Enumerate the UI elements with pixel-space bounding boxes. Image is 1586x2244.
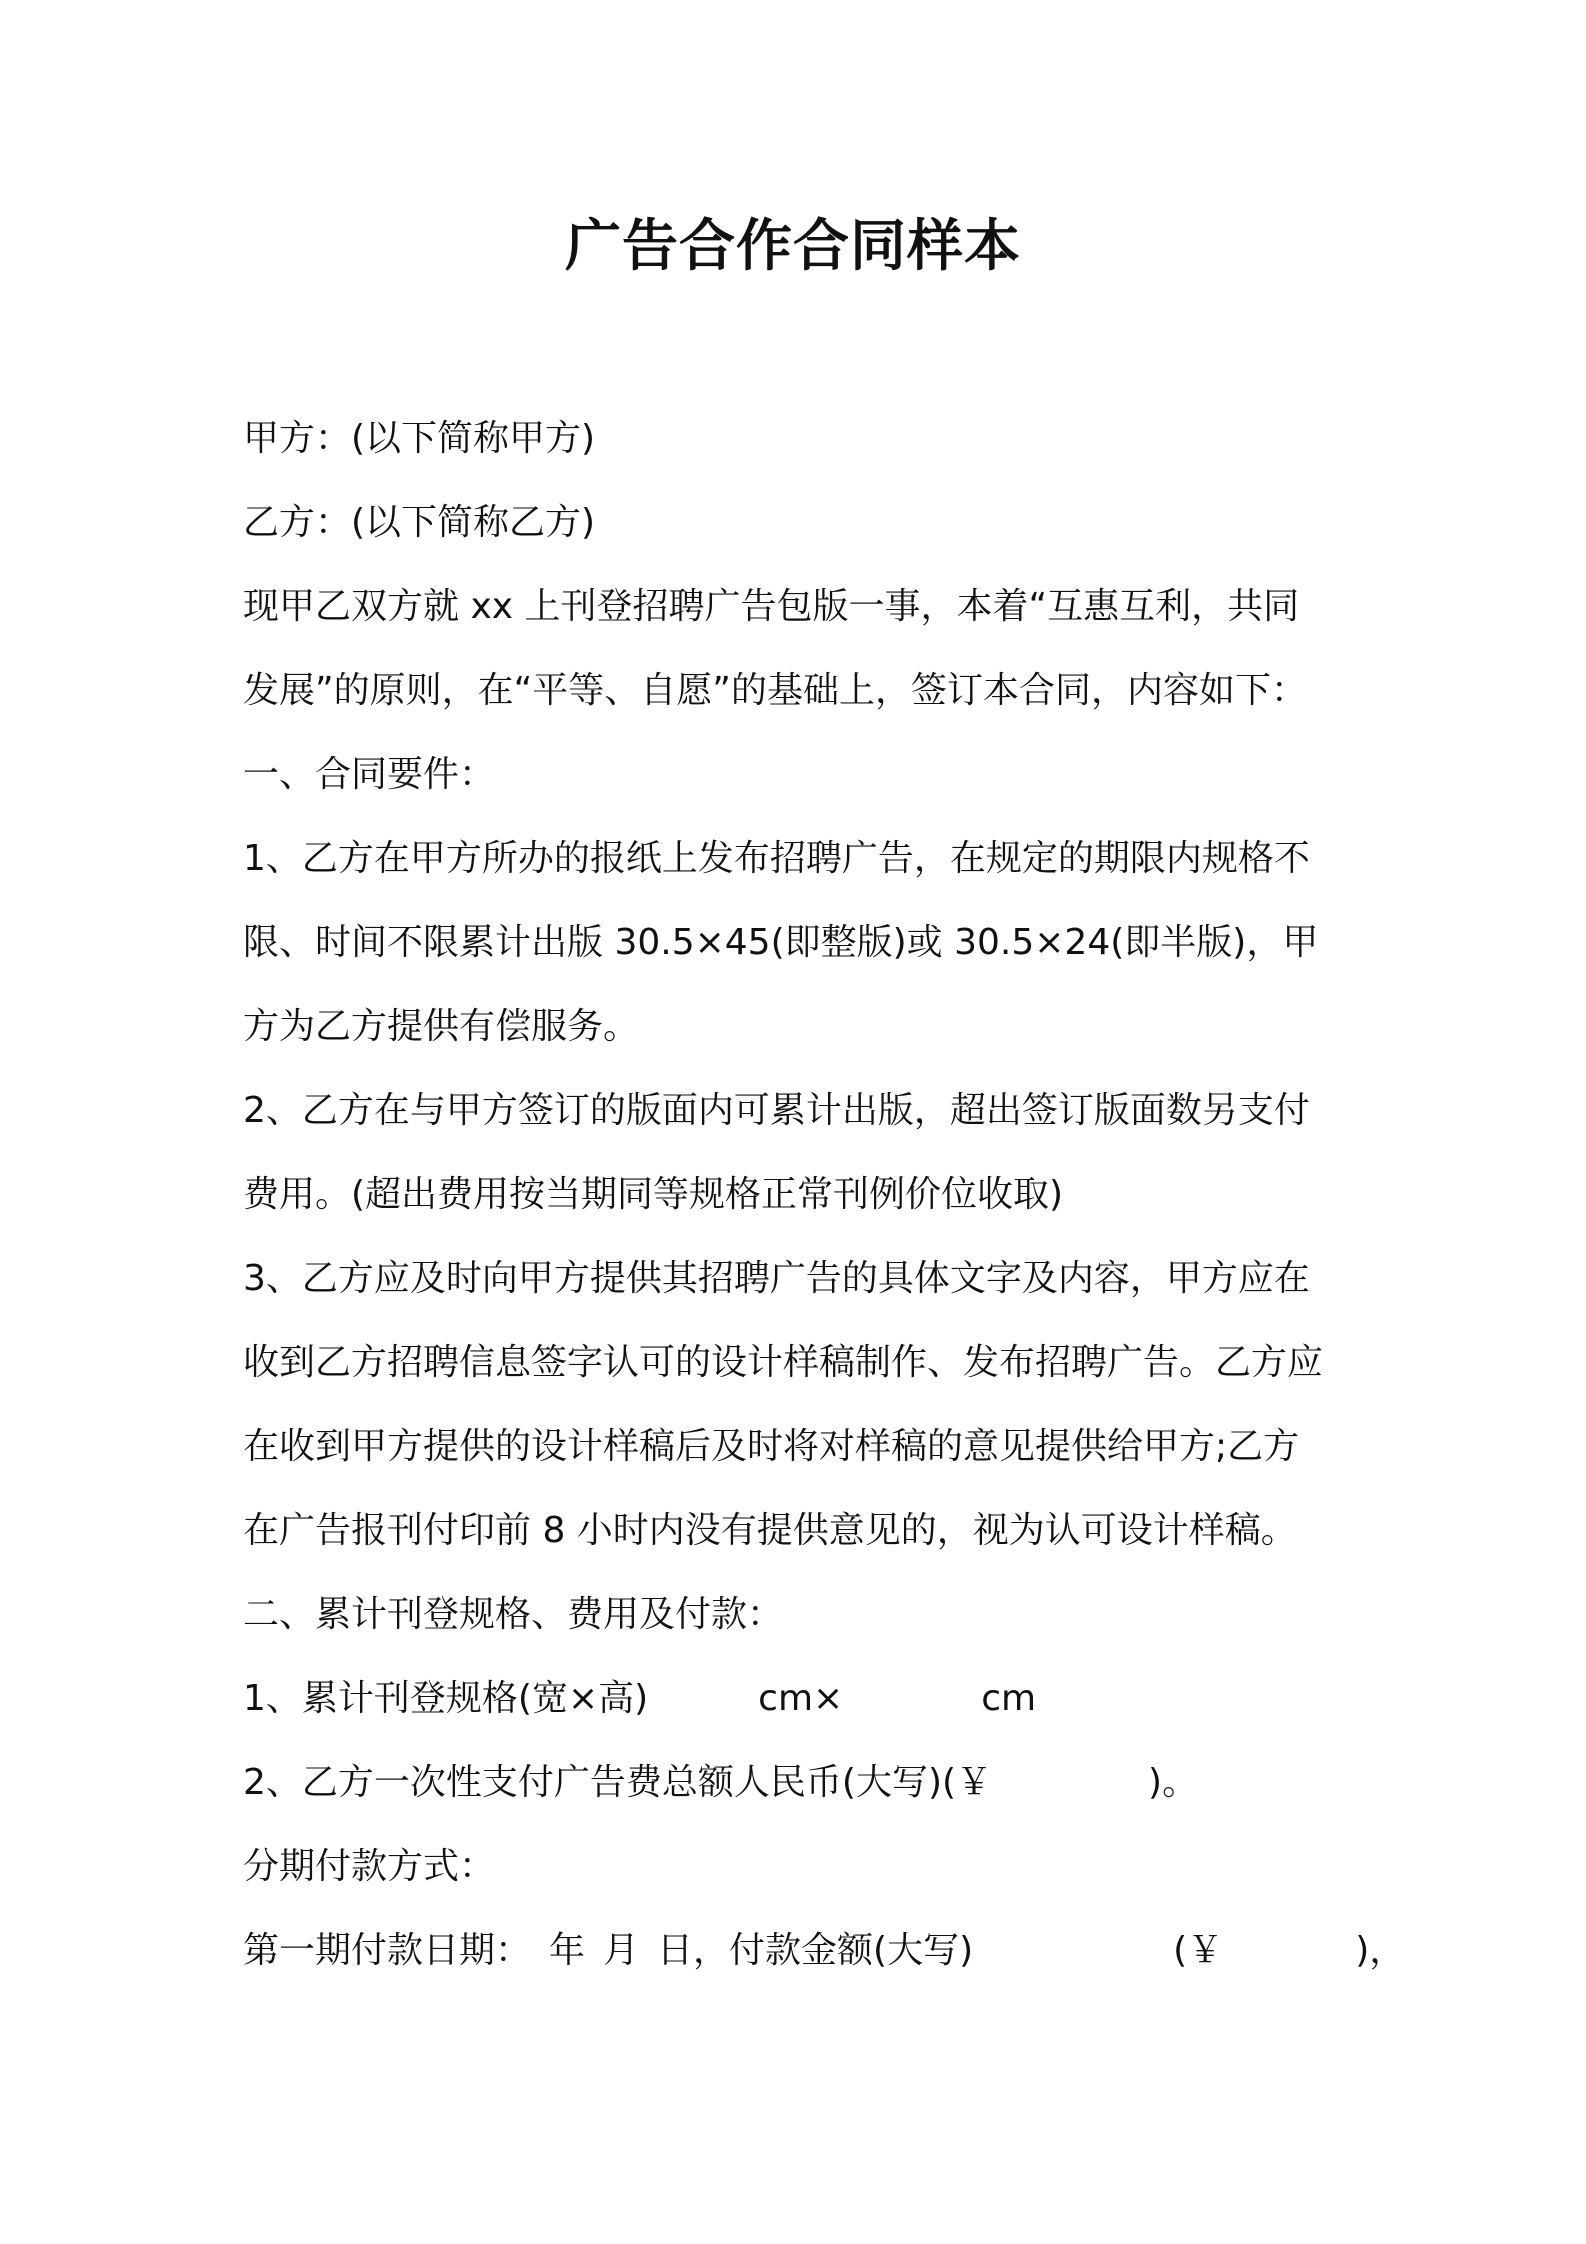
year-text: 年 xyxy=(549,1930,586,1971)
payment-total-close: )。 xyxy=(1148,1762,1199,1803)
payment-total-line xyxy=(243,1741,1403,1825)
clause-3-line-3: 在收到甲方提供的设计样稿后及时将对样稿的意见提供给甲方;乙方 xyxy=(243,1426,1300,1467)
party-b-line: 乙方：(以下简称乙方) xyxy=(243,502,596,543)
day-amount-text: 日，付款金额(大写) xyxy=(657,1930,974,1971)
clause-3-line-1: 3、乙方应及时向甲方提供其招聘广告的具体文字及内容，甲方应在 xyxy=(243,1258,1310,1299)
spec-label: 1、累计刊登规格(宽×高) xyxy=(243,1678,649,1719)
spec-line xyxy=(243,1657,1403,1741)
first-installment-label: 第一期付款日期： xyxy=(243,1930,532,1971)
height-unit: cm xyxy=(981,1678,1037,1719)
clause-3-line-4: 在广告报刊付印前 8 小时内没有提供意见的，视为认可设计样稿。 xyxy=(243,1510,1297,1551)
clause-1-line-1: 1、乙方在甲方所办的报纸上发布招聘广告，在规定的期限内规格不 xyxy=(243,838,1310,879)
document-title: 广告合作合同样本 xyxy=(565,214,1021,279)
section-1-heading: 一、合同要件： xyxy=(243,754,496,795)
clause-2-line-1: 2、乙方在与甲方签订的版面内可累计出版，超出签订版面数另支付 xyxy=(243,1090,1310,1131)
section-2-heading: 二、累计刊登规格、费用及付款： xyxy=(243,1594,784,1635)
intro-line-2: 发展”的原则，在“平等、自愿”的基础上，签订本合同，内容如下： xyxy=(243,670,1307,711)
first-installment-close: )， xyxy=(1355,1930,1406,1971)
clause-3-line-2: 收到乙方招聘信息签字认可的设计样稿制作、发布招聘广告。乙方应 xyxy=(243,1342,1324,1383)
first-installment-line xyxy=(243,1909,1406,1993)
clause-1-line-3: 方为乙方提供有偿服务。 xyxy=(243,1006,640,1047)
installment-heading: 分期付款方式： xyxy=(243,1846,496,1887)
clause-2-line-2: 费用。(超出费用按当期同等规格正常刊例价位收取) xyxy=(243,1174,1064,1215)
clause-1-line-2: 限、时间不限累计出版 30.5×45(即整版)或 30.5×24(即半版)，甲 xyxy=(243,922,1319,963)
payment-total-label: 2、乙方一次性支付广告费总额人民币(大写)(￥ xyxy=(243,1762,993,1803)
width-unit: cm× xyxy=(758,1678,844,1719)
month-text: 月 xyxy=(603,1930,640,1971)
intro-line-1: 现甲乙双方就 xx 上刊登招聘广告包版一事，本着“互惠互利，共同 xyxy=(243,586,1300,627)
yen-open: (￥ xyxy=(1173,1930,1224,1971)
party-a-line: 甲方：(以下简称甲方) xyxy=(243,418,596,459)
